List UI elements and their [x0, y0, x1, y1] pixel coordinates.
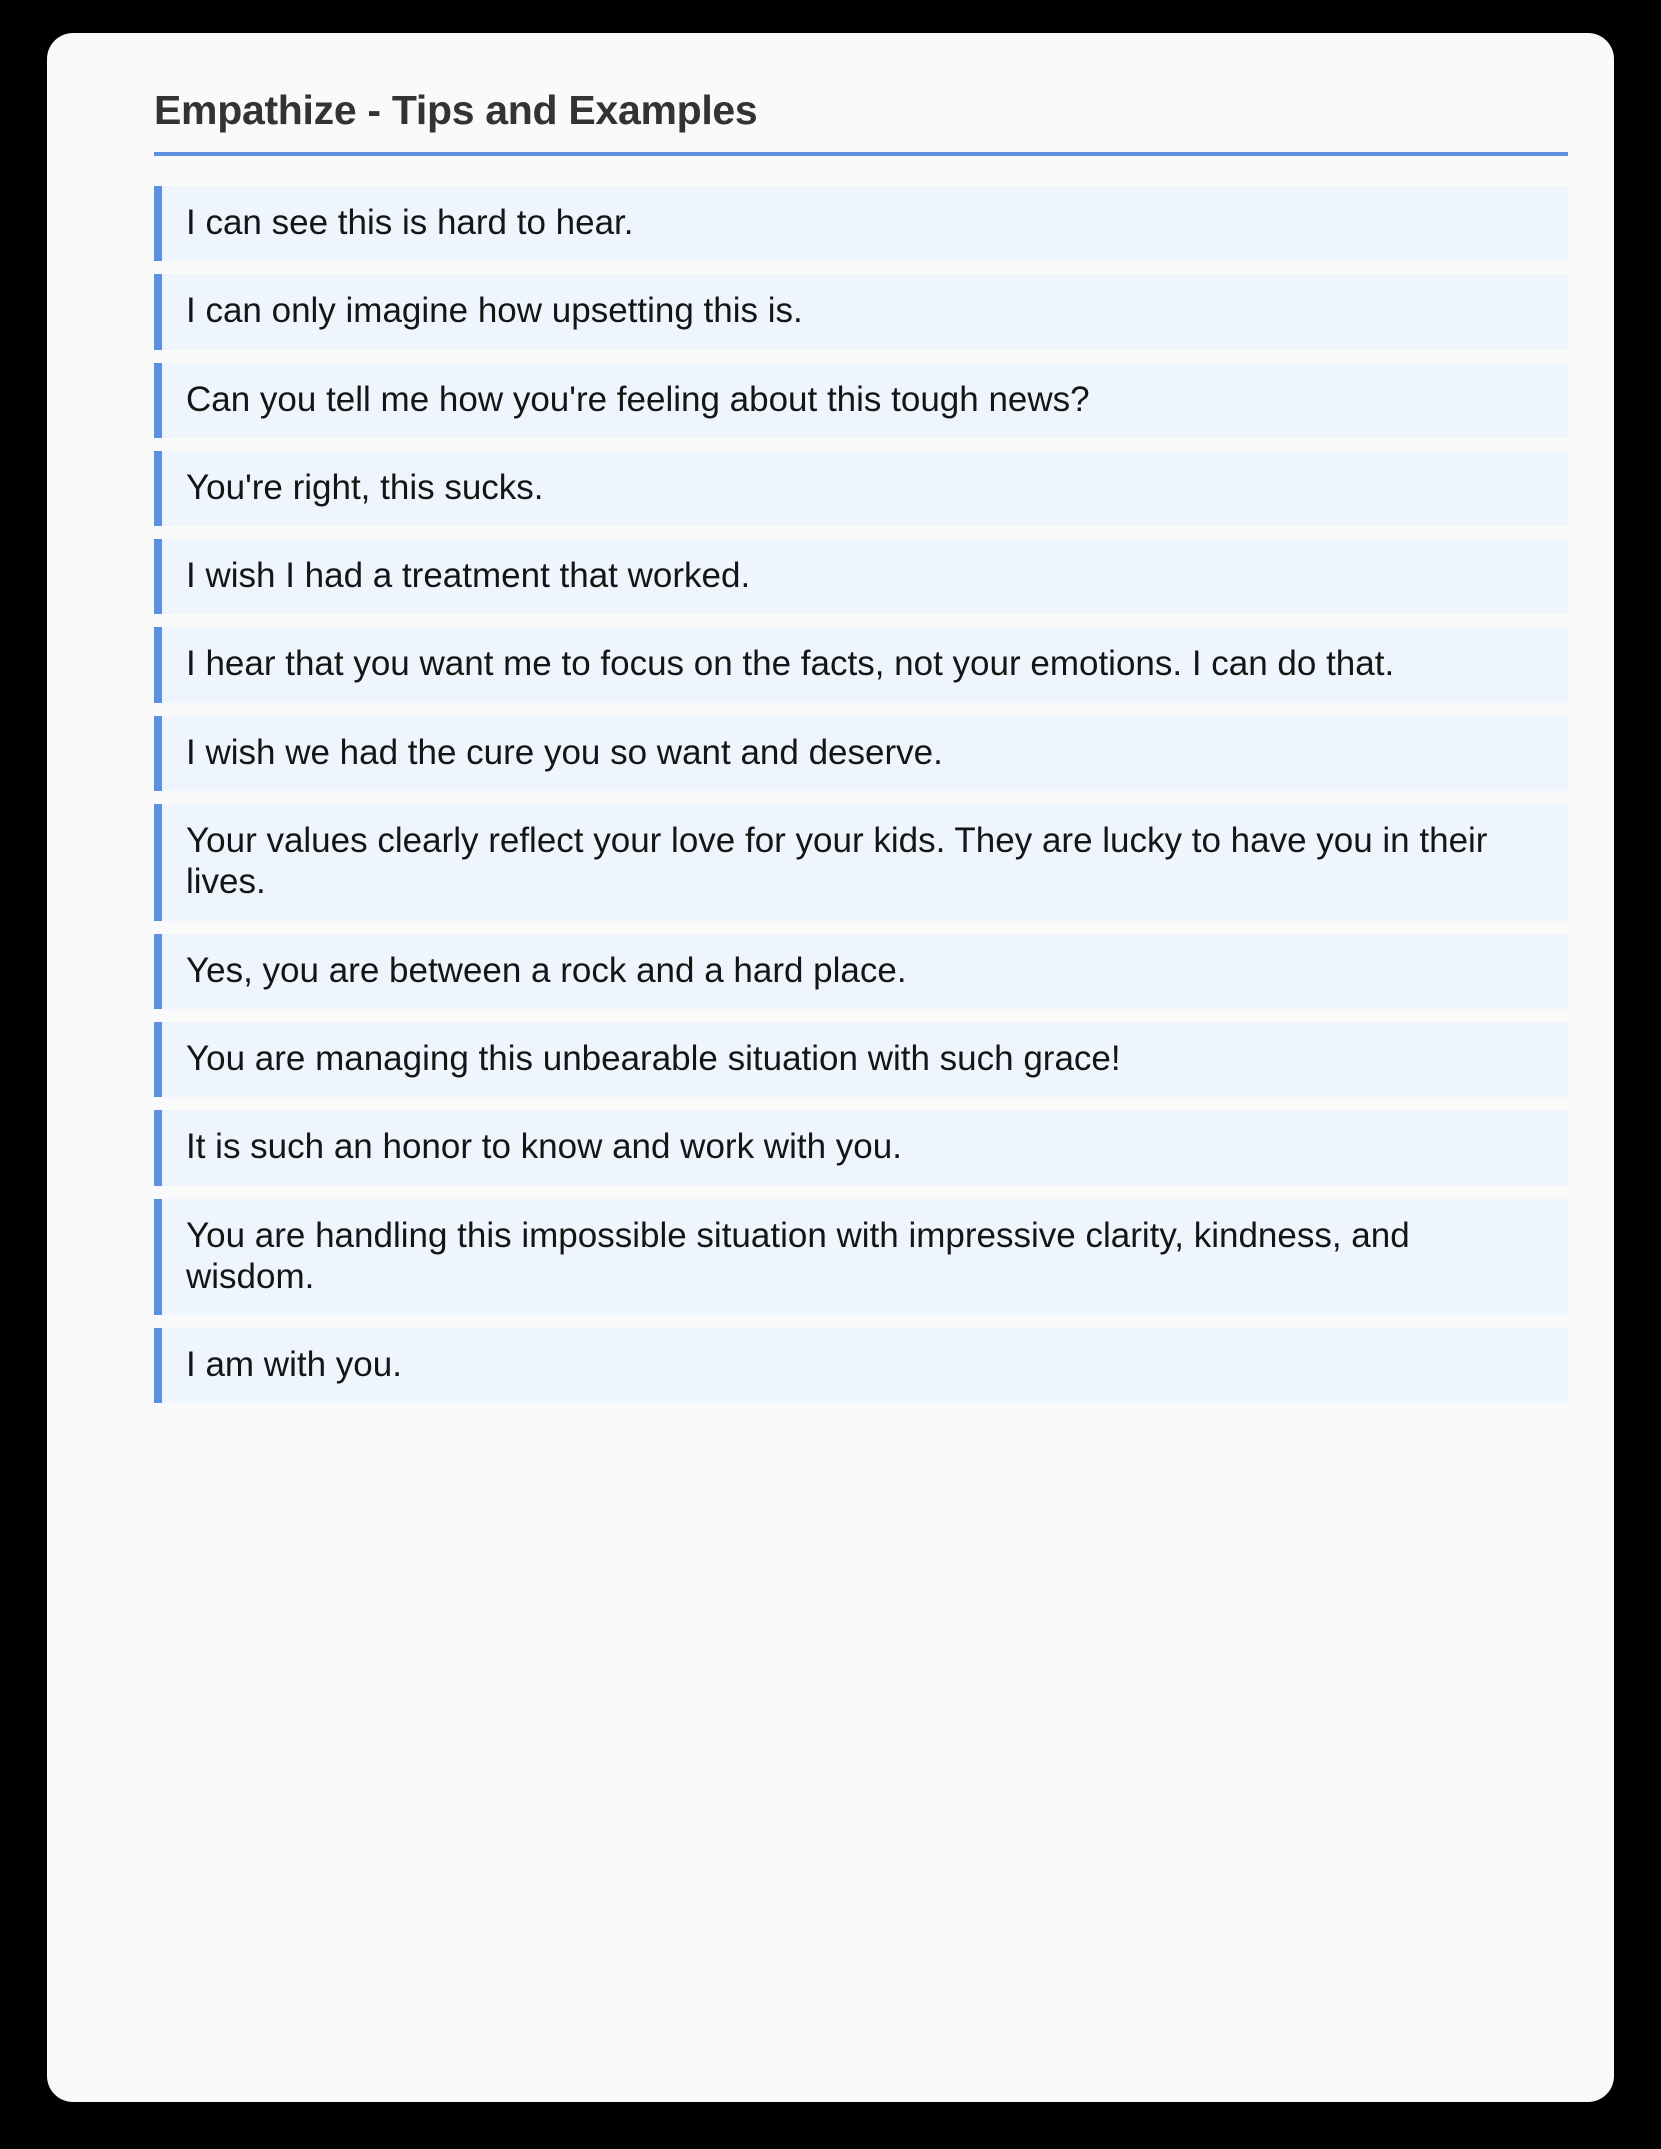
list-item: You're right, this sucks. [154, 451, 1568, 526]
list-item: Your values clearly reflect your love for your kids. They are lucky to have you in their lives. [154, 804, 1568, 921]
list-item: I can only imagine how upsetting this is. [154, 274, 1568, 349]
list-item: It is such an honor to know and work with you. [154, 1110, 1568, 1185]
list-item: You are managing this unbearable situation with such grace! [154, 1022, 1568, 1097]
page-title: Empathize - Tips and Examples [154, 87, 758, 133]
list-item: Can you tell me how you're feeling about this tough news? [154, 363, 1568, 438]
tips-list [93, 186, 1568, 1403]
list-item: I am with you. [154, 1328, 1568, 1403]
list-item: I wish we had the cure you so want and deserve. [154, 716, 1568, 791]
list-item: I wish I had a treatment that worked. [154, 539, 1568, 614]
title-divider [154, 152, 1568, 156]
list-item: You are handling this impossible situation with impressive clarity, kindness, and wisdom. [154, 1199, 1568, 1316]
list-item: I can see this is hard to hear. [154, 186, 1568, 261]
list-item: Yes, you are between a rock and a hard place. [154, 934, 1568, 1009]
list-item: I hear that you want me to focus on the facts, not your emotions. I can do that. [154, 627, 1568, 702]
tips-card [47, 33, 1614, 2102]
